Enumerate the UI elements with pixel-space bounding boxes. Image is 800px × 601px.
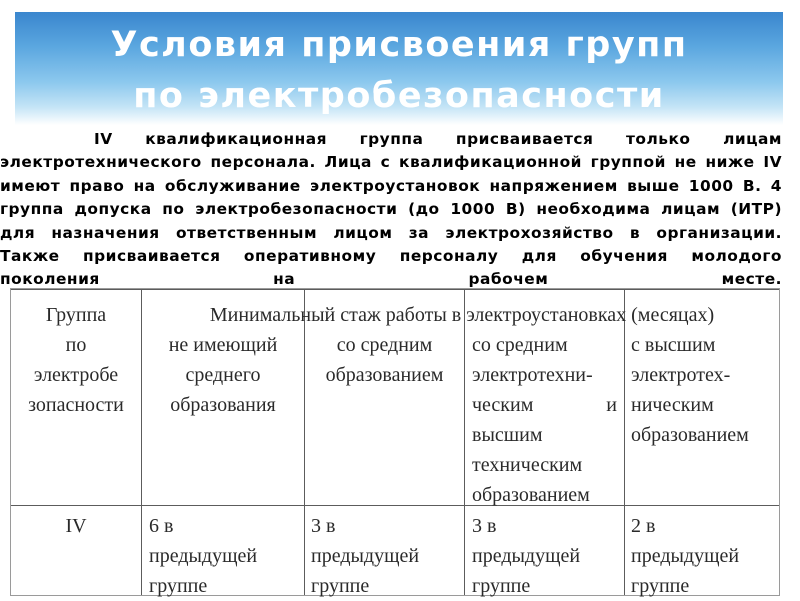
column-header-line: образования <box>170 394 276 416</box>
table-column-rule <box>464 289 465 595</box>
column-header-line: высшим <box>472 424 543 446</box>
column-header-secondary <box>305 330 464 390</box>
column-header-line: со средним <box>336 334 433 356</box>
column-header-higher <box>631 330 781 450</box>
value-line: группе <box>631 575 690 597</box>
group-header: Группа <box>45 304 107 326</box>
value-cell <box>149 511 299 601</box>
value-line: предыдущей <box>149 545 258 567</box>
stage-header: Минимальный стаж работы в электроустановках (месяцах) <box>209 304 715 326</box>
column-header-line: ническим <box>631 394 714 416</box>
column-header-line: техническим <box>472 454 583 476</box>
row-header-line: электробе <box>33 364 119 386</box>
table-column-rule <box>624 289 625 595</box>
column-header-electrotech <box>472 330 617 510</box>
column-header-line: среднего <box>185 364 261 386</box>
value-line: 3 в <box>311 515 336 537</box>
column-header-line: электротех- <box>631 364 731 386</box>
row-header-line: зопасности <box>28 394 124 416</box>
value-line: 3 в <box>472 515 497 537</box>
column-header-line: не имеющий <box>168 334 278 356</box>
group-iv-cell: IV <box>65 515 87 537</box>
value-cell <box>631 511 781 601</box>
table-row-divider <box>11 505 779 506</box>
column-header-line: со средним <box>472 334 568 356</box>
value-cell <box>311 511 461 601</box>
column-header-line: ческим и <box>472 394 617 416</box>
requirements-table <box>10 288 780 596</box>
column-header-line: с высшим <box>631 334 716 356</box>
column-header-no-education <box>142 330 304 420</box>
value-line: группе <box>311 575 370 597</box>
value-line: группе <box>149 575 208 597</box>
column-header-line: электротехни- <box>472 364 593 386</box>
slide-title <box>15 20 783 122</box>
value-line: предыдущей <box>631 545 740 567</box>
value-line: группе <box>472 575 531 597</box>
group-header-cell <box>11 300 141 420</box>
column-header-line: образованием <box>325 364 444 386</box>
value-cell <box>472 511 622 601</box>
value-line: 2 в <box>631 515 656 537</box>
value-line: 6 в <box>149 515 174 537</box>
title-line-1: Условия присвоения групп <box>110 25 688 65</box>
title-line-2: по электробезопасности <box>133 76 665 116</box>
body-paragraph: IV квалификационная группа присваивается только лицам электротехнического персонала. Лица с квалификационной группой не ниже IV имеют право на обслуживание электроустановок напряжением выше 1000 В. 4 группа допуска по электробезопасности (до 1000 В) необходима лицам (ИТР) для назначения ответственным лицом за электрохозяйство в организации. Также присваивается оперативному персоналу для обучения молодого поколения на рабочем месте. <box>0 130 782 289</box>
column-header-line: образованием <box>472 484 590 506</box>
value-line: предыдущей <box>472 545 581 567</box>
column-header-line: образованием <box>631 424 749 446</box>
value-line: предыдущей <box>311 545 420 567</box>
row-header-line: по <box>65 334 87 356</box>
